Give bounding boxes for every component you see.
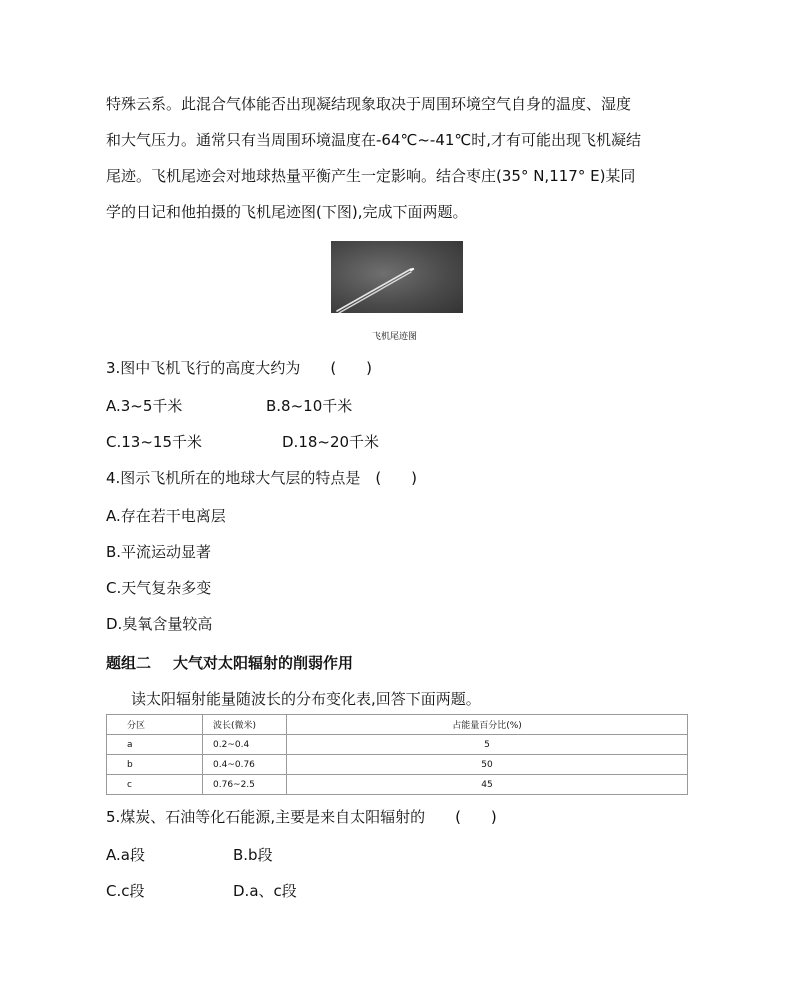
question-4-option-b: B.平流运动显著 (106, 543, 212, 561)
question-3-option-c: C.13~15千米 (106, 433, 202, 451)
question-3-option-b: B.8~10千米 (266, 397, 353, 415)
table-cell-energy-share: 50 (287, 755, 688, 775)
question-3-option-a: A.3~5千米 (106, 397, 183, 415)
table-cell-zone: b (107, 755, 203, 775)
passage-line-4: 学的日记和他拍摄的飞机尾迹图(下图),完成下面两题。 (106, 203, 468, 221)
table-cell-zone: c (107, 775, 203, 795)
contrail-trail-lower (339, 272, 411, 313)
table-cell-energy-share: 45 (287, 775, 688, 795)
table-row (107, 755, 688, 775)
table-row (107, 775, 688, 795)
question-3-stem: 3.图中飞机飞行的高度大约为 ( ) (106, 359, 373, 377)
table-row (107, 735, 688, 755)
section-label: 题组二 (106, 654, 152, 672)
section-heading (106, 653, 353, 673)
table-cell-energy-share: 5 (287, 735, 688, 755)
question-3-option-d: D.18~20千米 (282, 433, 380, 451)
figure-caption: 飞机尾迹图 (372, 332, 418, 342)
question-5-option-b: B.b段 (233, 846, 273, 864)
passage-line-1: 特殊云系。此混合气体能否出现凝结现象取决于周围环境空气自身的温度、湿度 (106, 95, 632, 113)
contrail-trail-upper (337, 269, 411, 311)
table-cell-wavelength: 0.4~0.76 (203, 755, 287, 775)
question-5-option-c: C.c段 (106, 882, 145, 900)
question-5-stem: 5.煤炭、石油等化石能源,主要是来自太阳辐射的 ( ) (106, 808, 497, 826)
table-header-zone: 分区 (107, 715, 203, 735)
solar-radiation-table (106, 714, 688, 795)
table-cell-wavelength: 0.76~2.5 (203, 775, 287, 795)
section-intro: 读太阳辐射能量随波长的分布变化表,回答下面两题。 (131, 690, 481, 708)
contrail-photo (331, 241, 463, 313)
table-cell-wavelength: 0.2~0.4 (203, 735, 287, 755)
passage-line-3: 尾迹。飞机尾迹会对地球热量平衡产生一定影响。结合枣庄(35° N,117° E)某同 (106, 167, 636, 185)
question-4-option-c: C.天气复杂多变 (106, 579, 212, 597)
question-4-stem: 4.图示飞机所在的地球大气层的特点是 ( ) (106, 469, 418, 487)
table-header-energy-share: 占能量百分比(%) (287, 715, 688, 735)
contrail-drawing (331, 241, 463, 313)
airplane-mark (411, 269, 413, 270)
question-4-option-d: D.臭氧含量较高 (106, 615, 213, 633)
question-4-option-a: A.存在若干电离层 (106, 507, 226, 525)
table-header-row (107, 715, 688, 735)
section-title: 大气对太阳辐射的削弱作用 (173, 654, 354, 672)
table-header-wavelength: 波长(微米) (203, 715, 287, 735)
question-5-option-a: A.a段 (106, 846, 145, 864)
passage-line-2: 和大气压力。通常只有当周围环境温度在-64℃~-41℃时,才有可能出现飞机凝结 (106, 131, 642, 149)
table-cell-zone: a (107, 735, 203, 755)
question-5-option-d: D.a、c段 (233, 882, 297, 900)
